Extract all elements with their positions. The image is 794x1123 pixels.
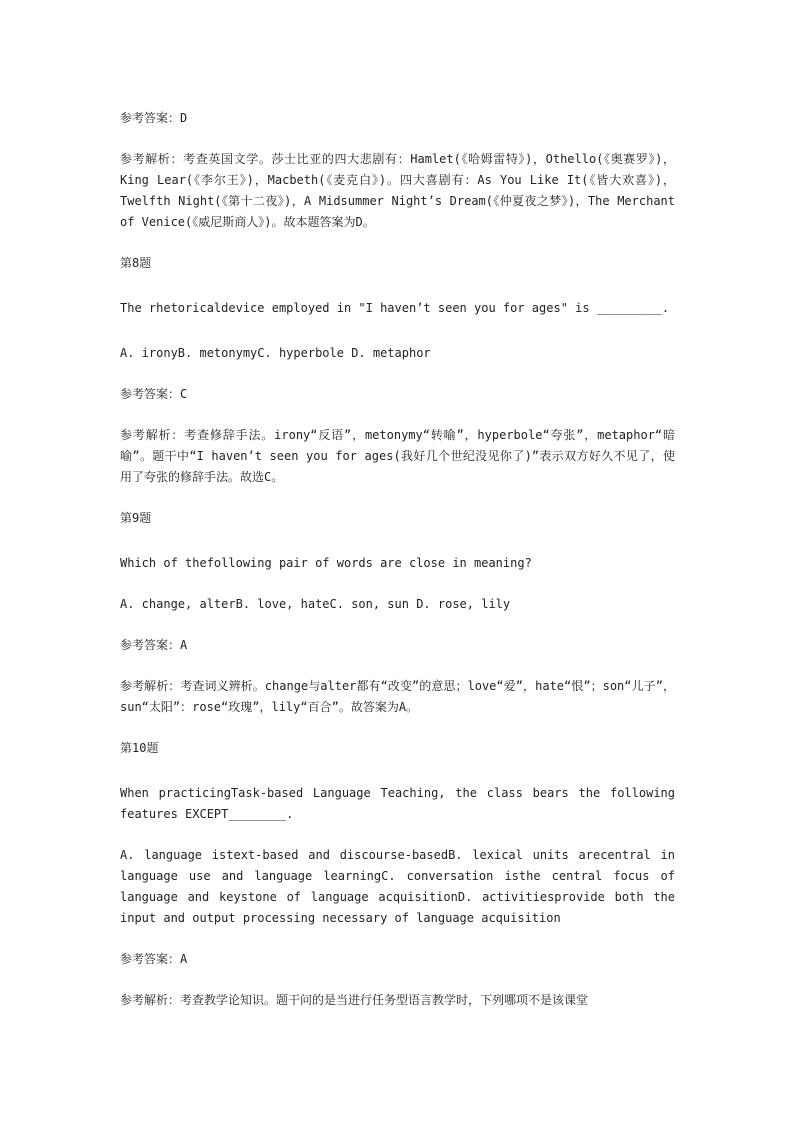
options-line: A. language istext-based and discourse-basedB. lexical units arecentral in language use and language learningC. conversation isthe central focus of language and keystone of language acquisitionD. activitiesprovide both the input and output processing necessary of language acquisition <box>120 848 675 925</box>
question-text: When practicingTask-based Language Teaching, the class bears the following features EXCEPT________. <box>120 786 675 821</box>
question-heading: 第9题 <box>120 511 152 525</box>
answer-line: 参考答案：C <box>120 387 188 401</box>
analysis-paragraph: 参考解析：考查词义辨析。change与alter都有“改变”的意思；love“爱”，hate“恨”；son“儿子”，sun“太阳”：rose“玫瑰”，lily“百合”。故答案为A。 <box>120 679 675 714</box>
question-heading: 第8题 <box>120 256 152 270</box>
answer-line: 参考答案：A <box>120 952 188 966</box>
question-text: Which of thefollowing pair of words are close in meaning? <box>120 556 532 570</box>
analysis-paragraph: 参考解析：考查英国文学。莎士比亚的四大悲剧有：Hamlet(《哈姆雷特》)，Othello(《奥赛罗》)，King Lear(《李尔王》)，Macbeth(《麦克白》)。四大喜剧有：As You Like It(《皆大欢喜》)，Twelfth Night(《第十二夜》)，A Midsummer Night’s Dream(《仲夏夜之梦》)，The Merchant of Venice(《威尼斯商人》)。故本题答案为D。 <box>120 152 675 229</box>
analysis-paragraph: 参考解析：考查修辞手法。irony“反语”，metonymy“转喻”，hyperbole“夸张”，metaphor“暗喻”。题干中“I haven’t seen you for ages(我好几个世纪没见你了)”表示双方好久不见了，使用了夸张的修辞手法。故选C。 <box>120 428 675 484</box>
question-heading: 第10题 <box>120 741 159 755</box>
document-body <box>120 108 675 1031</box>
options-line: A. change, alterB. love, hateC. son, sun D. rose, lily <box>120 597 511 611</box>
analysis-paragraph: 参考解析：考查教学论知识。题干问的是当进行任务型语言教学时，下列哪项不是该课堂 <box>120 993 589 1007</box>
options-line: A. ironyB. metonymyC. hyperbole D. metaphor <box>120 346 431 360</box>
answer-line: 参考答案：A <box>120 638 188 652</box>
question-text: The rhetoricaldevice employed in "I haven’t seen you for ages" is _________. <box>120 301 670 315</box>
answer-line: 参考答案：D <box>120 111 188 125</box>
